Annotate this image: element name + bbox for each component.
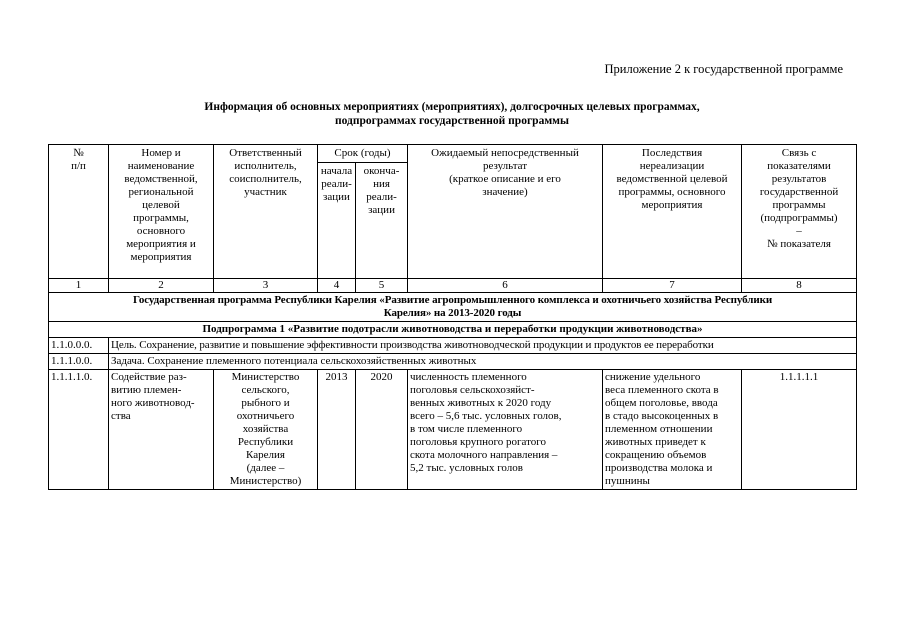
- measure-indicator: 1.1.1.1.1: [742, 370, 857, 490]
- state-program-row: [49, 293, 857, 322]
- header-row-1: [49, 145, 857, 163]
- goal-row: [49, 338, 857, 354]
- header-indicator-link: Связь с показателями результатов государственной программы (подпрограммы) – № показателя: [742, 145, 857, 279]
- header-consequences: Последствия нереализации ведомственной целевой программы, основного мероприятия: [603, 145, 742, 279]
- measure-end-year: 2020: [356, 370, 408, 490]
- header-name: Номер и наименование ведомственной, региональной целевой программы, основного мероприятия и мероприятия: [109, 145, 214, 279]
- header-result: Ожидаемый непосредственный результат (краткое описание и его значение): [408, 145, 603, 279]
- measure-result: численность племенного поголовья сельскохозяйст- венных животных к 2020 году всего – 5,6 тыс. условных голов, в том числе племенного поголовья крупного рогатого скота молочного направления – 5,2 тыс. условных голов: [408, 370, 603, 490]
- document-title: [48, 100, 856, 128]
- measure-code: 1.1.1.1.0.: [49, 370, 109, 490]
- task-row: [49, 354, 857, 370]
- measure-name: Содействие раз- витию племен- ного животновод- ства: [109, 370, 214, 490]
- title-line-1: Информация об основных мероприятиях (мероприятиях), долгосрочных целевых программах,: [204, 101, 700, 113]
- task-code: 1.1.1.0.0.: [49, 354, 109, 370]
- measure-row: [49, 370, 857, 490]
- header-term: Срок (годы): [318, 145, 408, 163]
- subprogram-title: Подпрограмма 1 «Развитие подотрасли животноводства и переработки продукции животноводства»: [49, 322, 857, 338]
- task-text: Задача. Сохранение племенного потенциала сельскохозяйственных животных: [109, 354, 857, 370]
- appendix-label: Приложение 2 к государственной программе: [604, 62, 843, 76]
- title-line-2: подпрограммах государственной программы: [335, 115, 569, 127]
- goal-text: Цель. Сохранение, развитие и повышение эффективности производства животноводческой продукции и продуктов ее переработки: [109, 338, 857, 354]
- header-start: начала реали- зации: [318, 163, 356, 279]
- state-program-title: Государственная программа Республики Карелия «Развитие агропромышленного комплекса и охотничьего хозяйства Республики Карелия» на 2013-2020 годы: [49, 293, 857, 322]
- measures-table: [48, 144, 857, 490]
- subprogram-row: [49, 322, 857, 338]
- column-number: 2: [109, 279, 214, 293]
- column-number: 1: [49, 279, 109, 293]
- column-numbers-row: [49, 279, 857, 293]
- header-num: № п/п: [49, 145, 109, 279]
- measure-start-year: 2013: [318, 370, 356, 490]
- column-number: 6: [408, 279, 603, 293]
- measure-executor: Министерство сельского, рыбного и охотничьего хозяйства Республики Карелия (далее – Министерство): [214, 370, 318, 490]
- column-number: 4: [318, 279, 356, 293]
- column-number: 8: [742, 279, 857, 293]
- goal-code: 1.1.0.0.0.: [49, 338, 109, 354]
- header-end: оконча- ния реали- зации: [356, 163, 408, 279]
- column-number: 3: [214, 279, 318, 293]
- header-executor: Ответственный исполнитель, соисполнитель, участник: [214, 145, 318, 279]
- column-number: 5: [356, 279, 408, 293]
- column-number: 7: [603, 279, 742, 293]
- measure-consequences: снижение удельного веса племенного скота в общем поголовье, ввода в стадо высокоценных в племенном отношении животных приведет к сокращению объемов производства молока и пушнины: [603, 370, 742, 490]
